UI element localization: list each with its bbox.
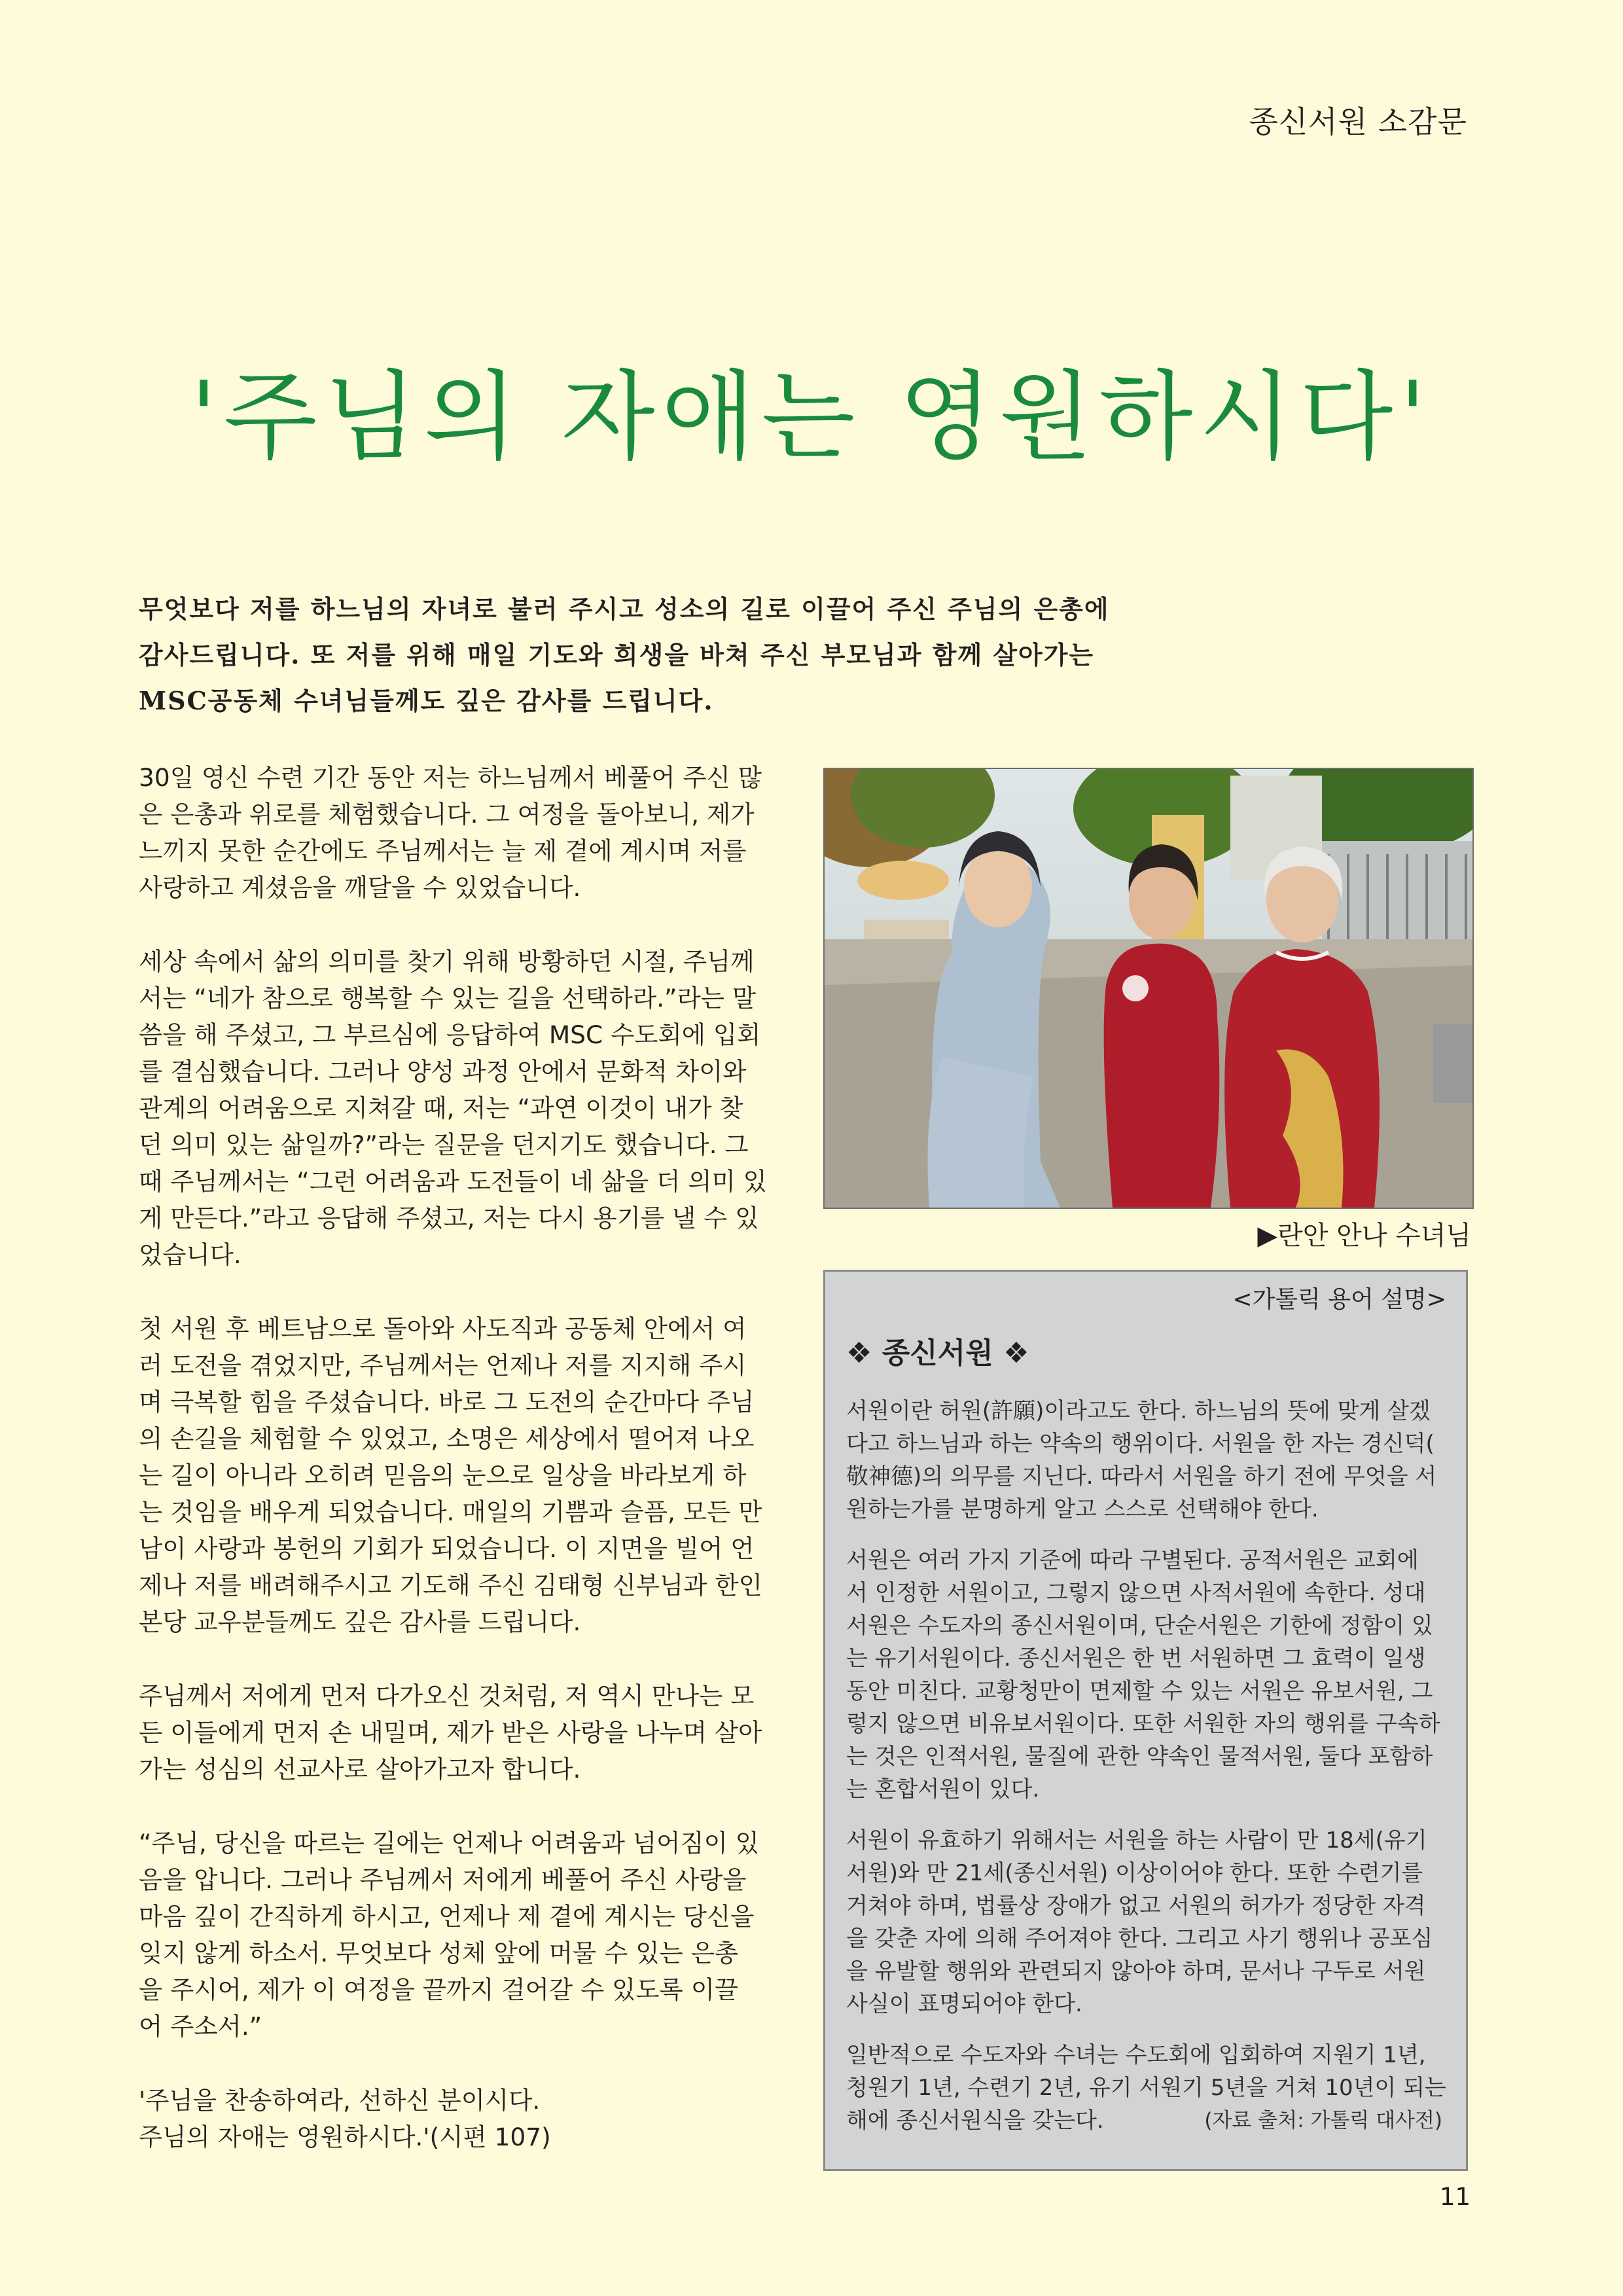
photo-caption: ▶란안 안나 수녀님 — [1257, 1221, 1471, 1251]
glossary-heading: ❖ 종신서원 ❖ — [846, 1336, 1029, 1370]
glossary-paragraph-4-text: 일반적으로 수도자와 수녀는 수도회에 입회하여 지원기 1년, 청원기 1년, 수련기 2년, 유기 서원기 5년을 거쳐 10년이 되는 해에 종신서원식을 갖는다. — [846, 2042, 1446, 2134]
photo-illustration — [825, 769, 1472, 1208]
glossary-paragraph-2: 서원은 여러 가지 기준에 따라 구별된다. 공적서원은 교회에 서 인정한 서원이고, 그렇지 않으면 사적서원에 속한다. 성대 서원은 수도자의 종신서원이며, 단순서원은 기한에 정함이 있 는 유기서원이다. 종신서원은 한 번 서원하면 그 효력이 일생 동안 미친다. 교황청만이 면제할 수 있는 서원은 유보서원, 그 렇지 않으면 비유보서원이다. 또한 서원한 자의 행위를 구속하 는 것은 인적서원, 물질에 관한 약속인 물적서원, 둘다 포함하 는 혼합서원이 있다. — [846, 1547, 1440, 1803]
section-label: 종신서원 소감문 — [1249, 104, 1467, 139]
body-paragraph-5: “주님, 당신을 따르는 길에는 언제나 어려움과 넘어짐이 있 음을 압니다. 그러나 주님께서 저에게 베풀어 주신 사랑을 마음 깊이 간직하게 하시고, 언제나 제 곁에 계시는 당신을 잊지 않게 하소서. 무엇보다 성체 앞에 머물 수 있는 은총 을 주시어, 제가 이 여정을 끝까지 걸어갈 수 있도록 이끌 어 주소서.” — [139, 1829, 759, 2041]
body-paragraph-3: 첫 서원 후 베트남으로 돌아와 사도직과 공동체 안에서 여 러 도전을 겪었지만, 주님께서는 언제나 저를 지지해 주시 며 극복할 힘을 주셨습니다. 바로 그 도전의 순간마다 주님 의 손길을 체험할 수 있었고, 소명은 세상에서 떨어져 나오 는 길이 아니라 오히려 믿음의 눈으로 일상을 바라보게 하 는 것임을 배우게 되었습니다. 매일의 기쁨과 슬픔, 모든 만 남이 사랑과 봉헌의 기회가 되었습니다. 이 지면을 빌어 언 제나 저를 배려해주시고 기도해 주신 김태형 신부님과 한인 본당 교우분들께도 깊은 감사를 드립니다. — [139, 1314, 762, 1636]
body-paragraph-4: 주님께서 저에게 먼저 다가오신 것처럼, 저 역시 만나는 모 든 이들에게 먼저 손 내밀며, 제가 받은 사랑을 나누며 살아 가는 성심의 선교사로 살아가고자 합니다. — [139, 1681, 762, 1784]
intro-paragraph: 무엇보다 저를 하느님의 자녀로 불러 주시고 성소의 길로 이끌어 주신 주님의 은총에 감사드립니다. 또 저를 위해 매일 기도와 희생을 바쳐 주신 부모님과 함께 살아가는 MSC공동체 수녀님들께도 깊은 감사를 드립니다. — [139, 594, 1110, 715]
glossary-box — [823, 1270, 1468, 2171]
body-paragraph-2: 세상 속에서 삶의 의미를 찾기 위해 방황하던 시절, 주님께 서는 “네가 참으로 행복할 수 있는 길을 선택하라.”라는 말 씀을 해 주셨고, 그 부르심에 응답하여 MSC 수도회에 입회 를 결심했습니다. 그러나 양성 과정 안에서 문화적 차이와 관계의 어려움으로 지쳐갈 때, 저는 “과연 이것이 내가 찾 던 의미 있는 삶일까?”라는 질문을 던지기도 했습니다. 그 때 주님께서는 “그런 어려움과 도전들이 네 삶을 더 의미 있 게 만든다.”라고 응답해 주셨고, 저는 다시 용기를 낼 수 있 었습니다. — [139, 947, 767, 1269]
sisters-photo — [823, 768, 1474, 1209]
closing-verse: '주님을 찬송하여라, 선하신 분이시다. 주님의 자애는 영원하시다.'(시편 107) — [139, 2086, 551, 2151]
glossary-paragraph-4 — [846, 2039, 1449, 2137]
page-number: 11 — [1439, 2183, 1471, 2211]
glossary-paragraph-1: 서원이란 허원(許願)이라고도 한다. 하느님의 뜻에 맞게 살겠 다고 하느님과 하는 약속의 행위이다. 서원을 한 자는 경신덕( 敬神德)의 의무를 지닌다. 따라서 서원을 하기 전에 무엇을 서 원하는가를 분명하게 알고 스스로 선택해야 한다. — [846, 1398, 1437, 1522]
body-paragraph-1: 30일 영신 수련 기간 동안 저는 하느님께서 베풀어 주신 많 은 은총과 위로를 체험했습니다. 그 여정을 돌아보니, 제가 느끼지 못한 순간에도 주님께서는 늘 제 곁에 계시며 저를 사랑하고 계셨음을 깨달을 수 있었습니다. — [139, 763, 762, 902]
page-title: '주님의 자애는 영원하시다' — [190, 361, 1433, 474]
article-body — [139, 759, 787, 2155]
glossary-source: (자료 출처: 가톨릭 대사전) — [1204, 2109, 1442, 2132]
glossary-label: <가톨릭 용어 설명> — [1232, 1286, 1446, 1313]
glossary-paragraph-3: 서원이 유효하기 위해서는 서원을 하는 사람이 만 18세(유기 서원)와 만 21세(종신서원) 이상이어야 한다. 또한 수련기를 거쳐야 하며, 법률상 장애가 없고 서원의 허가가 정당한 자격 을 갖춘 자에 의해 주어져야 한다. 그리고 사기 행위나 공포심 을 유발할 행위와 관련되지 않아야 하며, 문서나 구두로 서원 사실이 표명되어야 한다. — [846, 1827, 1433, 2017]
